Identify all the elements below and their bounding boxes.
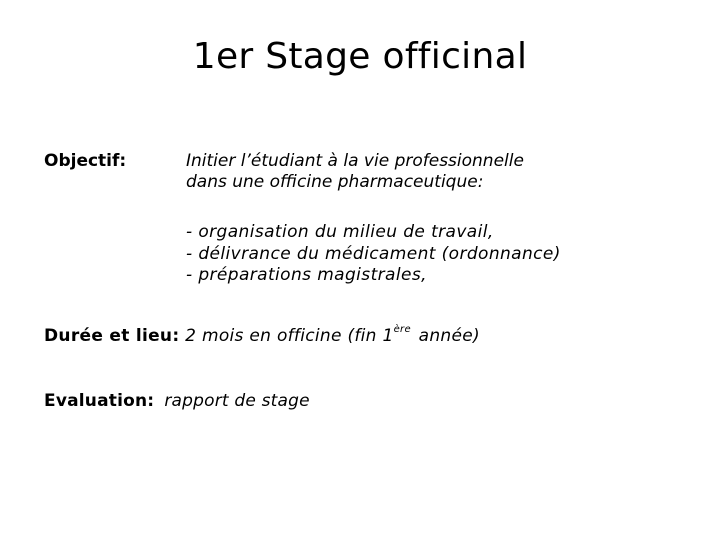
- duration-value: 2 mois en officine (fin 1: [179, 326, 394, 346]
- objective-label: Objectif:: [44, 151, 127, 171]
- duration-value-end: année): [412, 326, 480, 346]
- evaluation-label: Evaluation:: [44, 391, 155, 411]
- objective-text: [186, 151, 524, 193]
- evaluation-line: [44, 391, 310, 412]
- duration-superscript: ère: [393, 324, 411, 336]
- objective-line-2: dans une officine pharmaceutique:: [186, 172, 484, 192]
- objective-line-1: Initier l’étudiant à la vie professionnelle: [186, 151, 524, 171]
- duration-label: Durée et lieu:: [44, 326, 180, 346]
- task-item-organisation: - organisation du milieu de travail,: [186, 222, 494, 242]
- slide-title: 1er Stage officinal: [192, 36, 528, 77]
- task-item-preparations: - préparations magistrales,: [186, 265, 427, 285]
- task-item-delivrance: - délivrance du médicament (ordonnance): [186, 243, 561, 264]
- duration-line: [44, 326, 480, 347]
- task-list: [186, 222, 561, 287]
- evaluation-value: rapport de stage: [164, 391, 310, 411]
